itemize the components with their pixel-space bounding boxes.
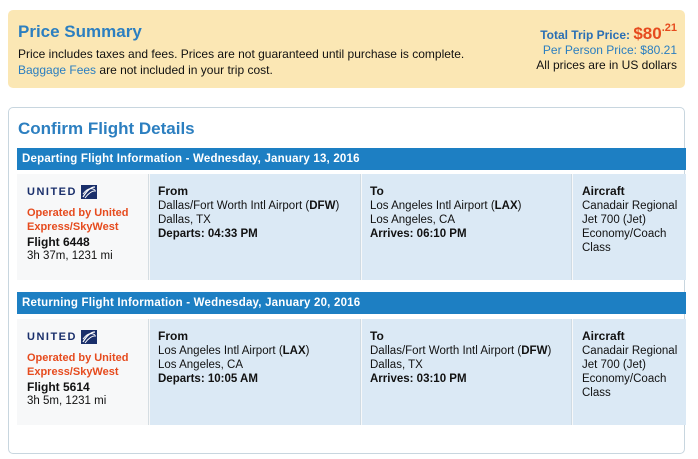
aircraft-type-line1: Canadair Regional	[582, 345, 678, 357]
to-airport-close: )	[547, 345, 552, 357]
from-city: Los Angeles, CA	[158, 359, 244, 371]
to-airport	[370, 199, 571, 213]
to-city: Dallas, TX	[370, 359, 423, 371]
to-airport-close: )	[517, 200, 522, 212]
departs-label: Departs:	[158, 228, 205, 240]
airline-cell	[17, 174, 149, 280]
cabin-class-line1: Economy/Coach	[582, 228, 667, 240]
departs-time: 10:05 AM	[207, 373, 258, 385]
aircraft-label: Aircraft	[582, 184, 625, 198]
confirm-flight-panel	[8, 107, 685, 454]
from-airport-name: Los Angeles Intl Airport (	[158, 345, 283, 357]
operated-by: Operated by United Express/SkyWest	[27, 352, 129, 378]
arrives-label: Arrives:	[370, 373, 414, 385]
departs	[158, 227, 360, 241]
returning-flight-header: Returning Flight Information - Wednesday, January 20, 2016	[17, 292, 686, 314]
from-cell	[150, 174, 361, 280]
total-trip-price	[536, 24, 677, 44]
cabin-class-line2: Class	[582, 242, 611, 254]
from-airport-name: Dallas/Fort Worth Intl Airport (	[158, 200, 310, 212]
united-logo-text: UNITED	[27, 331, 77, 343]
to-airport-name: Los Angeles Intl Airport (	[370, 200, 495, 212]
price-summary-panel	[8, 10, 685, 88]
currency-note: All prices are in US dollars	[536, 58, 677, 72]
baggage-fees-link[interactable]: Baggage Fees	[18, 63, 97, 77]
from-airport-code: DFW	[309, 200, 336, 212]
total-cents: .21	[661, 22, 677, 34]
to-airport	[370, 344, 571, 358]
flight-number: Flight 5614	[27, 380, 90, 394]
cabin-class-line2: Class	[582, 387, 611, 399]
aircraft-type-line1: Canadair Regional	[582, 200, 678, 212]
aircraft-type-line2: Jet 700 (Jet)	[582, 359, 646, 371]
price-summary-title: Price Summary	[18, 22, 142, 41]
departs-time: 04:33 PM	[207, 228, 258, 240]
price-disclaimer: Price includes taxes and fees. Prices are not guaranteed until purchase is complete.	[18, 47, 465, 61]
from-airport	[158, 344, 360, 358]
flight-number: Flight 6448	[27, 235, 90, 249]
from-label: From	[158, 329, 188, 343]
to-city: Los Angeles, CA	[370, 214, 456, 226]
united-logo	[27, 184, 148, 200]
arrives-time: 03:10 PM	[416, 373, 467, 385]
from-airport-code: LAX	[282, 345, 306, 357]
aircraft-label: Aircraft	[582, 329, 625, 343]
from-label: From	[158, 184, 188, 198]
to-cell	[362, 319, 572, 425]
baggage-note	[18, 63, 273, 77]
from-cell	[150, 319, 361, 425]
arrives	[370, 372, 571, 386]
total-dollars: $80	[633, 24, 662, 43]
to-airport-code: LAX	[494, 200, 518, 212]
from-airport	[158, 199, 360, 213]
arrives-time: 06:10 PM	[416, 228, 467, 240]
aircraft-cell	[573, 174, 686, 280]
operated-by: Operated by United Express/SkyWest	[27, 207, 129, 233]
to-label: To	[370, 184, 384, 198]
united-globe-icon	[81, 185, 97, 199]
departs	[158, 372, 360, 386]
total-trip-price-value	[633, 24, 677, 43]
united-logo	[27, 329, 148, 345]
united-logo-text: UNITED	[27, 186, 77, 198]
to-label: To	[370, 329, 384, 343]
arrives	[370, 227, 571, 241]
confirm-flight-title: Confirm Flight Details	[18, 119, 195, 138]
aircraft-cell	[573, 319, 686, 425]
airline-cell	[17, 319, 149, 425]
to-airport-code: DFW	[521, 345, 548, 357]
returning-flight-row	[17, 319, 686, 425]
price-totals	[536, 24, 677, 72]
aircraft-type-line2: Jet 700 (Jet)	[582, 214, 646, 226]
total-trip-price-label: Total Trip Price:	[540, 28, 630, 42]
from-city: Dallas, TX	[158, 214, 211, 226]
departing-flight-row	[17, 174, 686, 280]
departing-flight-header: Departing Flight Information - Wednesday, January 13, 2016	[17, 148, 686, 170]
from-airport-close: )	[305, 345, 310, 357]
baggage-note-text: are not included in your trip cost.	[96, 63, 273, 77]
arrives-label: Arrives:	[370, 228, 414, 240]
united-globe-icon	[81, 330, 97, 344]
to-cell	[362, 174, 572, 280]
flight-duration: 3h 5m, 1231 mi	[27, 395, 107, 407]
per-person-price: Per Person Price: $80.21	[542, 43, 677, 57]
departs-label: Departs:	[158, 373, 205, 385]
cabin-class-line1: Economy/Coach	[582, 373, 667, 385]
to-airport-name: Dallas/Fort Worth Intl Airport (	[370, 345, 522, 357]
from-airport-close: )	[335, 200, 340, 212]
flight-duration: 3h 37m, 1231 mi	[27, 250, 113, 262]
